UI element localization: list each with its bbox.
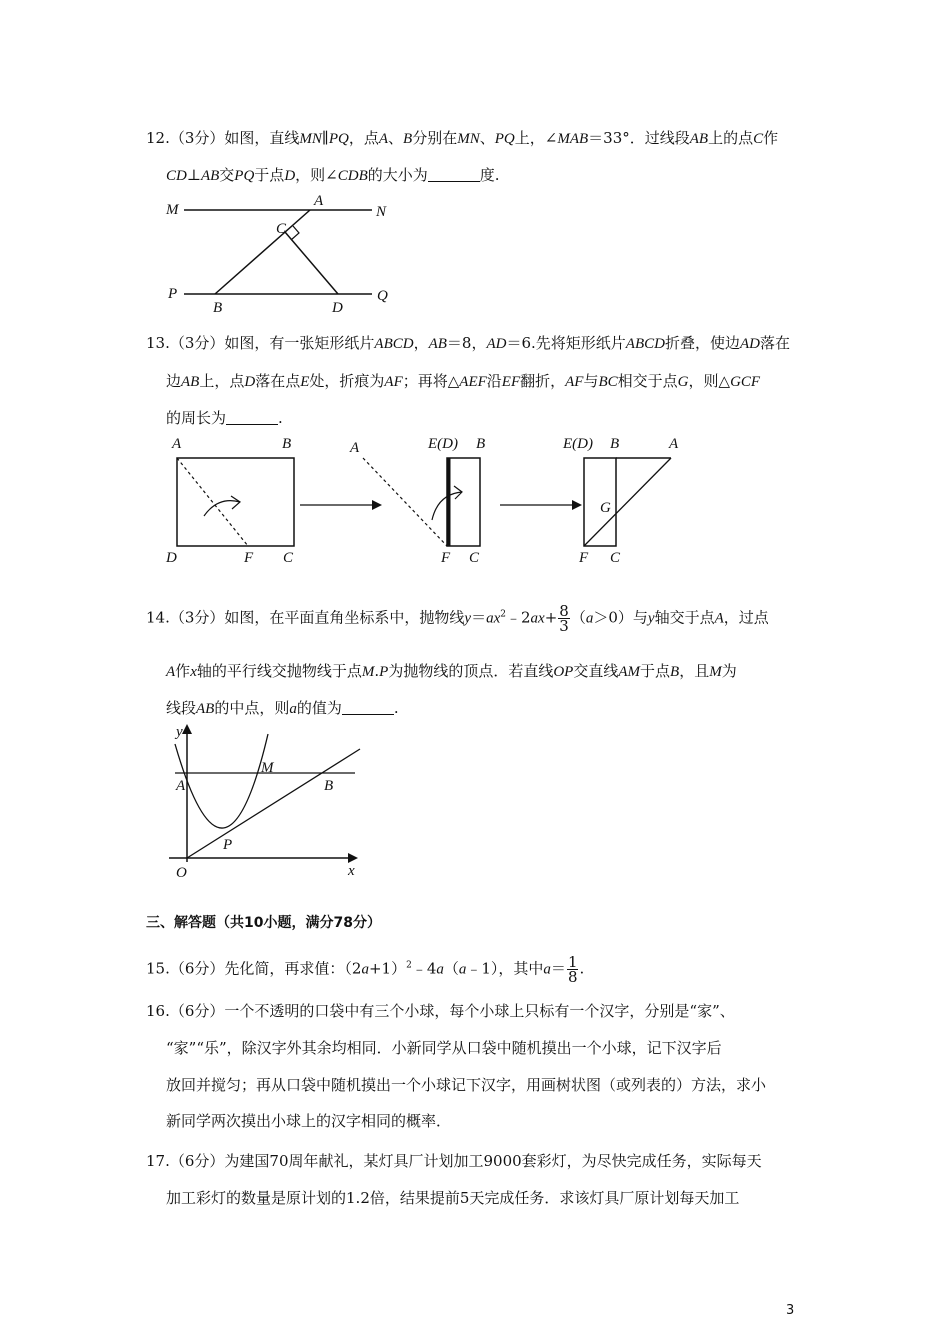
q16-line1: 16.（6分）一个不透明的口袋中有三个小球，每个小球上只标有一个汉字，分别是“家”、 (146, 1002, 735, 1020)
label-P: P (168, 286, 178, 302)
page-number: 3 (786, 1303, 795, 1318)
q14-line2: A作x轴的平行线交抛物线于点M.P为抛物线的顶点．若直线OP交直线AM于点B，且M为 (166, 662, 737, 680)
label-ED: E(D) (428, 436, 458, 452)
q14-line3: 线段AB的中点，则a的值为 . (166, 699, 399, 717)
label-N: N (376, 204, 387, 220)
label-C: C (610, 550, 621, 566)
label-F: F (579, 550, 589, 566)
q15-line1: 15.（6分）先化简，再求值：$(2a+1)^2﹣4a(a﹣1)$，其中a＝ $\frac{1}{8}$ . (146, 953, 585, 986)
label-P: P (223, 837, 233, 853)
q16-line4: 新同学两次摸出小球上的汉字相同的概率． (166, 1112, 452, 1130)
label-ED: E(D) (563, 436, 593, 452)
label-B: B (324, 778, 334, 794)
q16-line2: “家”“乐”，除汉字外其余均相同．小新同学从口袋中随机摸出一个小球，记下汉字后 (166, 1039, 722, 1057)
q17-line1: 17.（6分）为建国70周年献礼，某灯具厂计划加工9000套彩灯，为尽快完成任务，实际每天 (146, 1152, 762, 1170)
label-B: B (610, 436, 620, 452)
label-D: D (166, 550, 177, 566)
label-Q: Q (377, 288, 388, 304)
label-B: B (213, 300, 223, 316)
label-C: C (276, 221, 287, 237)
q13-figure (160, 430, 690, 570)
label-B: B (476, 436, 486, 452)
answer-blank[interactable] (342, 700, 394, 715)
q13-line2: 边AB上，点D落在点E处，折痕为AF；再将△AEF沿EF翻折，AF与BC相交于点G，则△GCF (166, 372, 761, 390)
answer-blank[interactable] (226, 410, 278, 425)
q14-line1: 14.（3分）如图，在平面直角坐标系中，抛物线$y=ax^2﹣2ax+$ $\frac{8}{3}$ （a＞0）与y轴交于点A，过点 (146, 602, 769, 635)
label-F: F (441, 550, 451, 566)
label-A: A (350, 440, 360, 456)
q12-line2: CD⊥AB交PQ于点D，则∠CDB的大小为 度. (166, 166, 500, 184)
fraction-1-8: $\frac{1}{8}$ (567, 953, 578, 986)
label-D: D (332, 300, 343, 316)
label-M: M (166, 202, 179, 218)
label-x: x (348, 863, 355, 879)
q14-figure (165, 722, 370, 882)
fraction-8-3: $\frac{8}{3}$ (559, 602, 569, 635)
q17-line2: 加工彩灯的数量是原计划的1.2倍，结果提前5天完成任务．求该灯具厂原计划每天加工 (166, 1189, 740, 1207)
label-C: C (283, 550, 294, 566)
label-C: C (469, 550, 480, 566)
q16-line3: 放回并搅匀；再从口袋中随机摸出一个小球记下汉字，用画树状图（或列表的）方法，求小 (166, 1076, 767, 1094)
label-G: G (600, 500, 611, 516)
answer-blank[interactable] (428, 167, 480, 182)
label-A: A (176, 778, 186, 794)
q12-figure (160, 190, 400, 315)
label-F: F (244, 550, 254, 566)
section-heading: 三、解答题（共10小题，满分78分） (146, 915, 381, 931)
label-y: y (176, 724, 183, 740)
label-O: O (176, 865, 187, 881)
label-A: A (172, 436, 182, 452)
label-A: A (669, 436, 679, 452)
label-B: B (282, 436, 292, 452)
label-A: A (314, 193, 324, 209)
q12-line1: 12.（3分）如图，直线MN∥PQ，点A、B分别在MN、PQ上，∠MAB＝33°．过线段AB上的点C作 (146, 129, 779, 147)
q13-line1: 13.（3分）如图，有一张矩形纸片ABCD，AB＝8，AD＝6.先将矩形纸片ABCD折叠，使边AD落在 (146, 334, 790, 352)
q13-line3: 的周长为 . (166, 409, 283, 427)
label-M: M (261, 760, 274, 776)
